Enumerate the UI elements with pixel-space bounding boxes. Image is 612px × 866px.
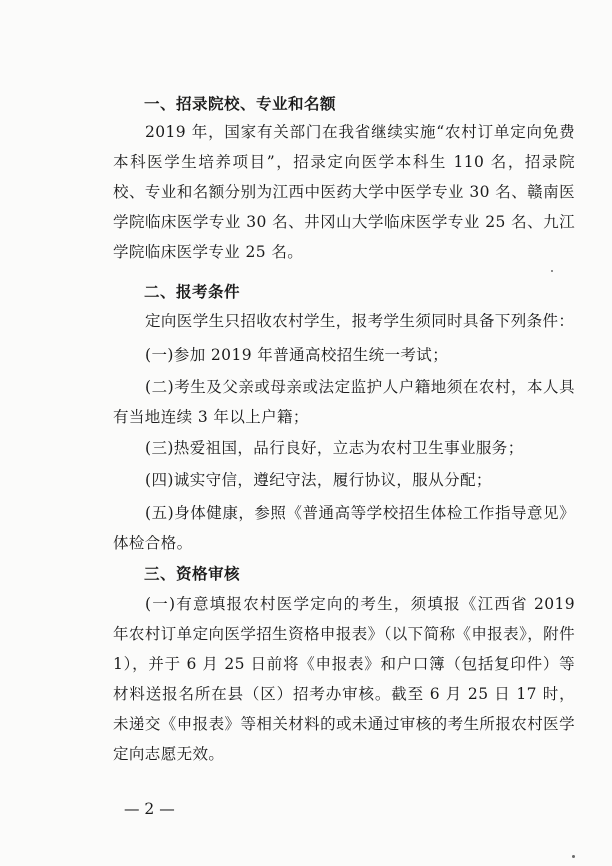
paragraph-condition-1: (一)参加 2019 年普通高校招生统一考试； (145, 346, 449, 364)
paragraph-condition-3: (三)热爱祖国，品行良好，立志为农村卫生事业服务； (145, 439, 524, 457)
paragraph-condition-4: (四)诚实守信，遵纪守法，履行协议，服从分配； (145, 471, 492, 489)
section-heading-3: 三、资格审核 (144, 565, 241, 583)
paragraph-condition-2: (二)考生及父亲或母亲或法定监护人户籍地须在农村，本人具有当地连续 3 年以上户籍； (113, 378, 575, 426)
page-number: — 2 — (124, 800, 175, 818)
paragraph-conditions-intro: 定向医学生只招收农村学生，报考学生须同时具备下列条件： (145, 312, 575, 330)
paragraph-quota: 2019 年，国家有关部门在我省继续实施“农村订单定向免费本科医学生培养项目”，招录定向医学本科生 110 名，招录院校、专业和名额分别为江西中医药大学中医学专业 30 名、赣南医学院临床医学专业 30 名、井冈山大学临床医学专业 25 名、九江学院临床医学专业 25 名。 (113, 123, 575, 261)
paragraph-qualification-review: (一)有意填报农村医学定向的考生，须填报《江西省 2019 年农村订单定向医学招生资格申报表》（以下简称《申报表》，附件 1），并于 6 月 25 日前将《申报表》和户口簿（包括复印件）等材料送报名所在县（区）招考办审核。截至 6 月 25 日 17 时，未递交《申报表》等相关材料的或未通过审核的考生所报农村医学定向志愿无效。 (113, 595, 575, 763)
scan-speck (551, 270, 553, 272)
section-heading-2: 二、报考条件 (144, 283, 241, 301)
section-heading-1: 一、招录院校、专业和名额 (144, 95, 337, 113)
paragraph-condition-5: (五)身体健康，参照《普通高等学校招生体检工作指导意见》体检合格。 (113, 504, 575, 552)
scan-speck (572, 855, 575, 858)
